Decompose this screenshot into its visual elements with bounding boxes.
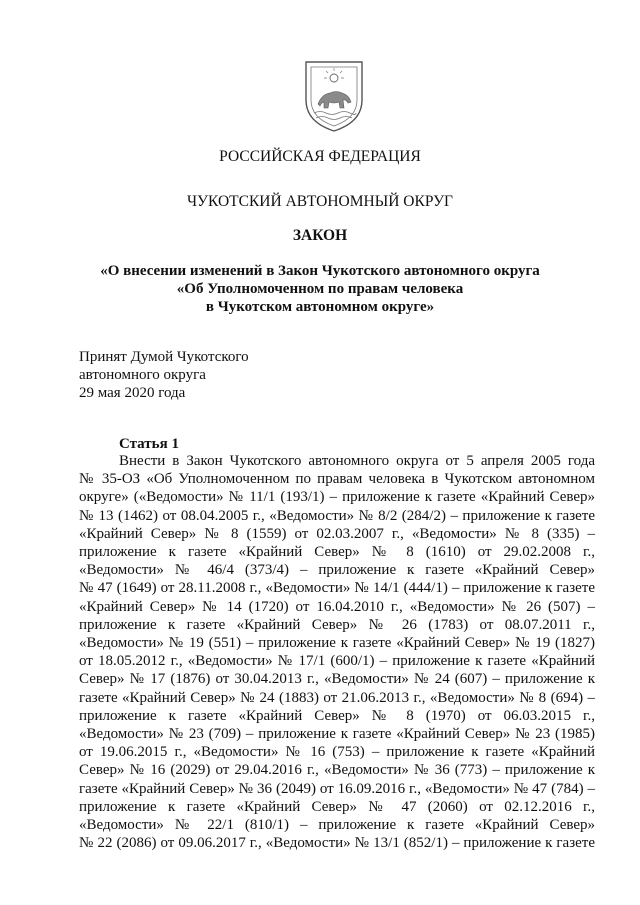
adoption-date: 29 мая 2020 года	[79, 385, 186, 401]
body-line: «Ведомости» № 46/4 (373/4) – приложение к газете «Крайний Север»	[79, 562, 595, 579]
adoption-line: автономного округа	[79, 367, 206, 383]
body-line: «Ведомости» № 23 (709) – приложение к газете «Крайний Север» № 23 (1985)	[79, 726, 595, 743]
body-line: приложение к газете «Крайний Север» № 8 (1970) от 06.03.2015 г.,	[79, 707, 595, 724]
article-body	[79, 452, 595, 852]
body-line: Север» № 16 (2029) от 29.04.2016 г., «Ведомости» № 36 (773) – приложение к	[79, 762, 595, 779]
federation-heading: РОССИЙСКАЯ ФЕДЕРАЦИЯ	[219, 148, 421, 165]
body-line: газете «Крайний Север» № 36 (2049) от 16.09.2016 г., «Ведомости» № 47 (784) –	[79, 780, 595, 797]
law-title-line: «Об Уполномоченном по правам человека	[176, 281, 464, 297]
body-line: Внести в Закон Чукотского автономного округа от 5 апреля 2005 года	[119, 453, 595, 469]
coat-of-arms-icon	[302, 58, 366, 134]
law-title-line: «О внесении изменений в Закон Чукотского автономного округа	[100, 263, 540, 279]
body-line: приложение к газете «Крайний Север» № 47 (2060) от 02.12.2016 г.,	[79, 798, 595, 815]
body-line: газете «Крайний Север» № 24 (1883) от 21.06.2013 г., «Ведомости» № 8 (694) –	[79, 689, 595, 706]
body-line: «Крайний Север» № 14 (1720) от 16.04.2010 г., «Ведомости» № 26 (507) –	[79, 598, 595, 615]
okrug-heading: ЧУКОТСКИЙ АВТОНОМНЫЙ ОКРУГ	[186, 193, 454, 210]
body-line: № 22 (2086) от 09.06.2017 г., «Ведомости» № 13/1 (852/1) – приложение к газете	[79, 835, 595, 852]
body-line: «Крайний Север» № 8 (1559) от 02.03.2007 г., «Ведомости» № 8 (335) –	[79, 525, 595, 542]
law-title-line: в Чукотском автономном округе»	[205, 299, 435, 315]
body-line: от 19.06.2015 г., «Ведомости» № 16 (753) – приложение к газете «Крайний	[79, 744, 595, 761]
adoption-note	[79, 348, 249, 402]
document-type-heading: ЗАКОН	[292, 227, 348, 244]
body-line: приложение к газете «Крайний Север» № 26 (1783) от 08.07.2011 г.,	[79, 616, 595, 633]
body-line: округе» («Ведомости» № 11/1 (193/1) – приложение к газете «Крайний Север»	[79, 489, 595, 506]
body-line: «Ведомости» № 19 (551) – приложение к газете «Крайний Север» № 19 (1827)	[79, 635, 595, 652]
body-line: Север» № 17 (1876) от 30.04.2013 г., «Ведомости» № 24 (607) – приложение к	[79, 671, 595, 688]
body-line: «Ведомости» № 22/1 (810/1) – приложение к газете «Крайний Север»	[79, 817, 595, 834]
body-line: № 13 (1462) от 08.04.2005 г., «Ведомости» № 8/2 (284/2) – приложение к газете	[79, 507, 595, 524]
law-title	[0, 262, 640, 316]
body-line: № 47 (1649) от 28.11.2008 г., «Ведомости» № 14/1 (444/1) – приложение к газете	[79, 580, 595, 597]
body-line: № 35-ОЗ «Об Уполномоченном по правам человека в Чукотском автономном	[79, 471, 595, 488]
article-title: Статья 1	[119, 436, 179, 452]
body-line: приложение к газете «Крайний Север» № 8 (1610) от 29.02.2008 г.,	[79, 544, 595, 561]
body-line: от 18.05.2012 г., «Ведомости» № 17/1 (600/1) – приложение к газете «Крайний	[79, 653, 595, 670]
adoption-line: Принят Думой Чукотского	[79, 349, 249, 365]
